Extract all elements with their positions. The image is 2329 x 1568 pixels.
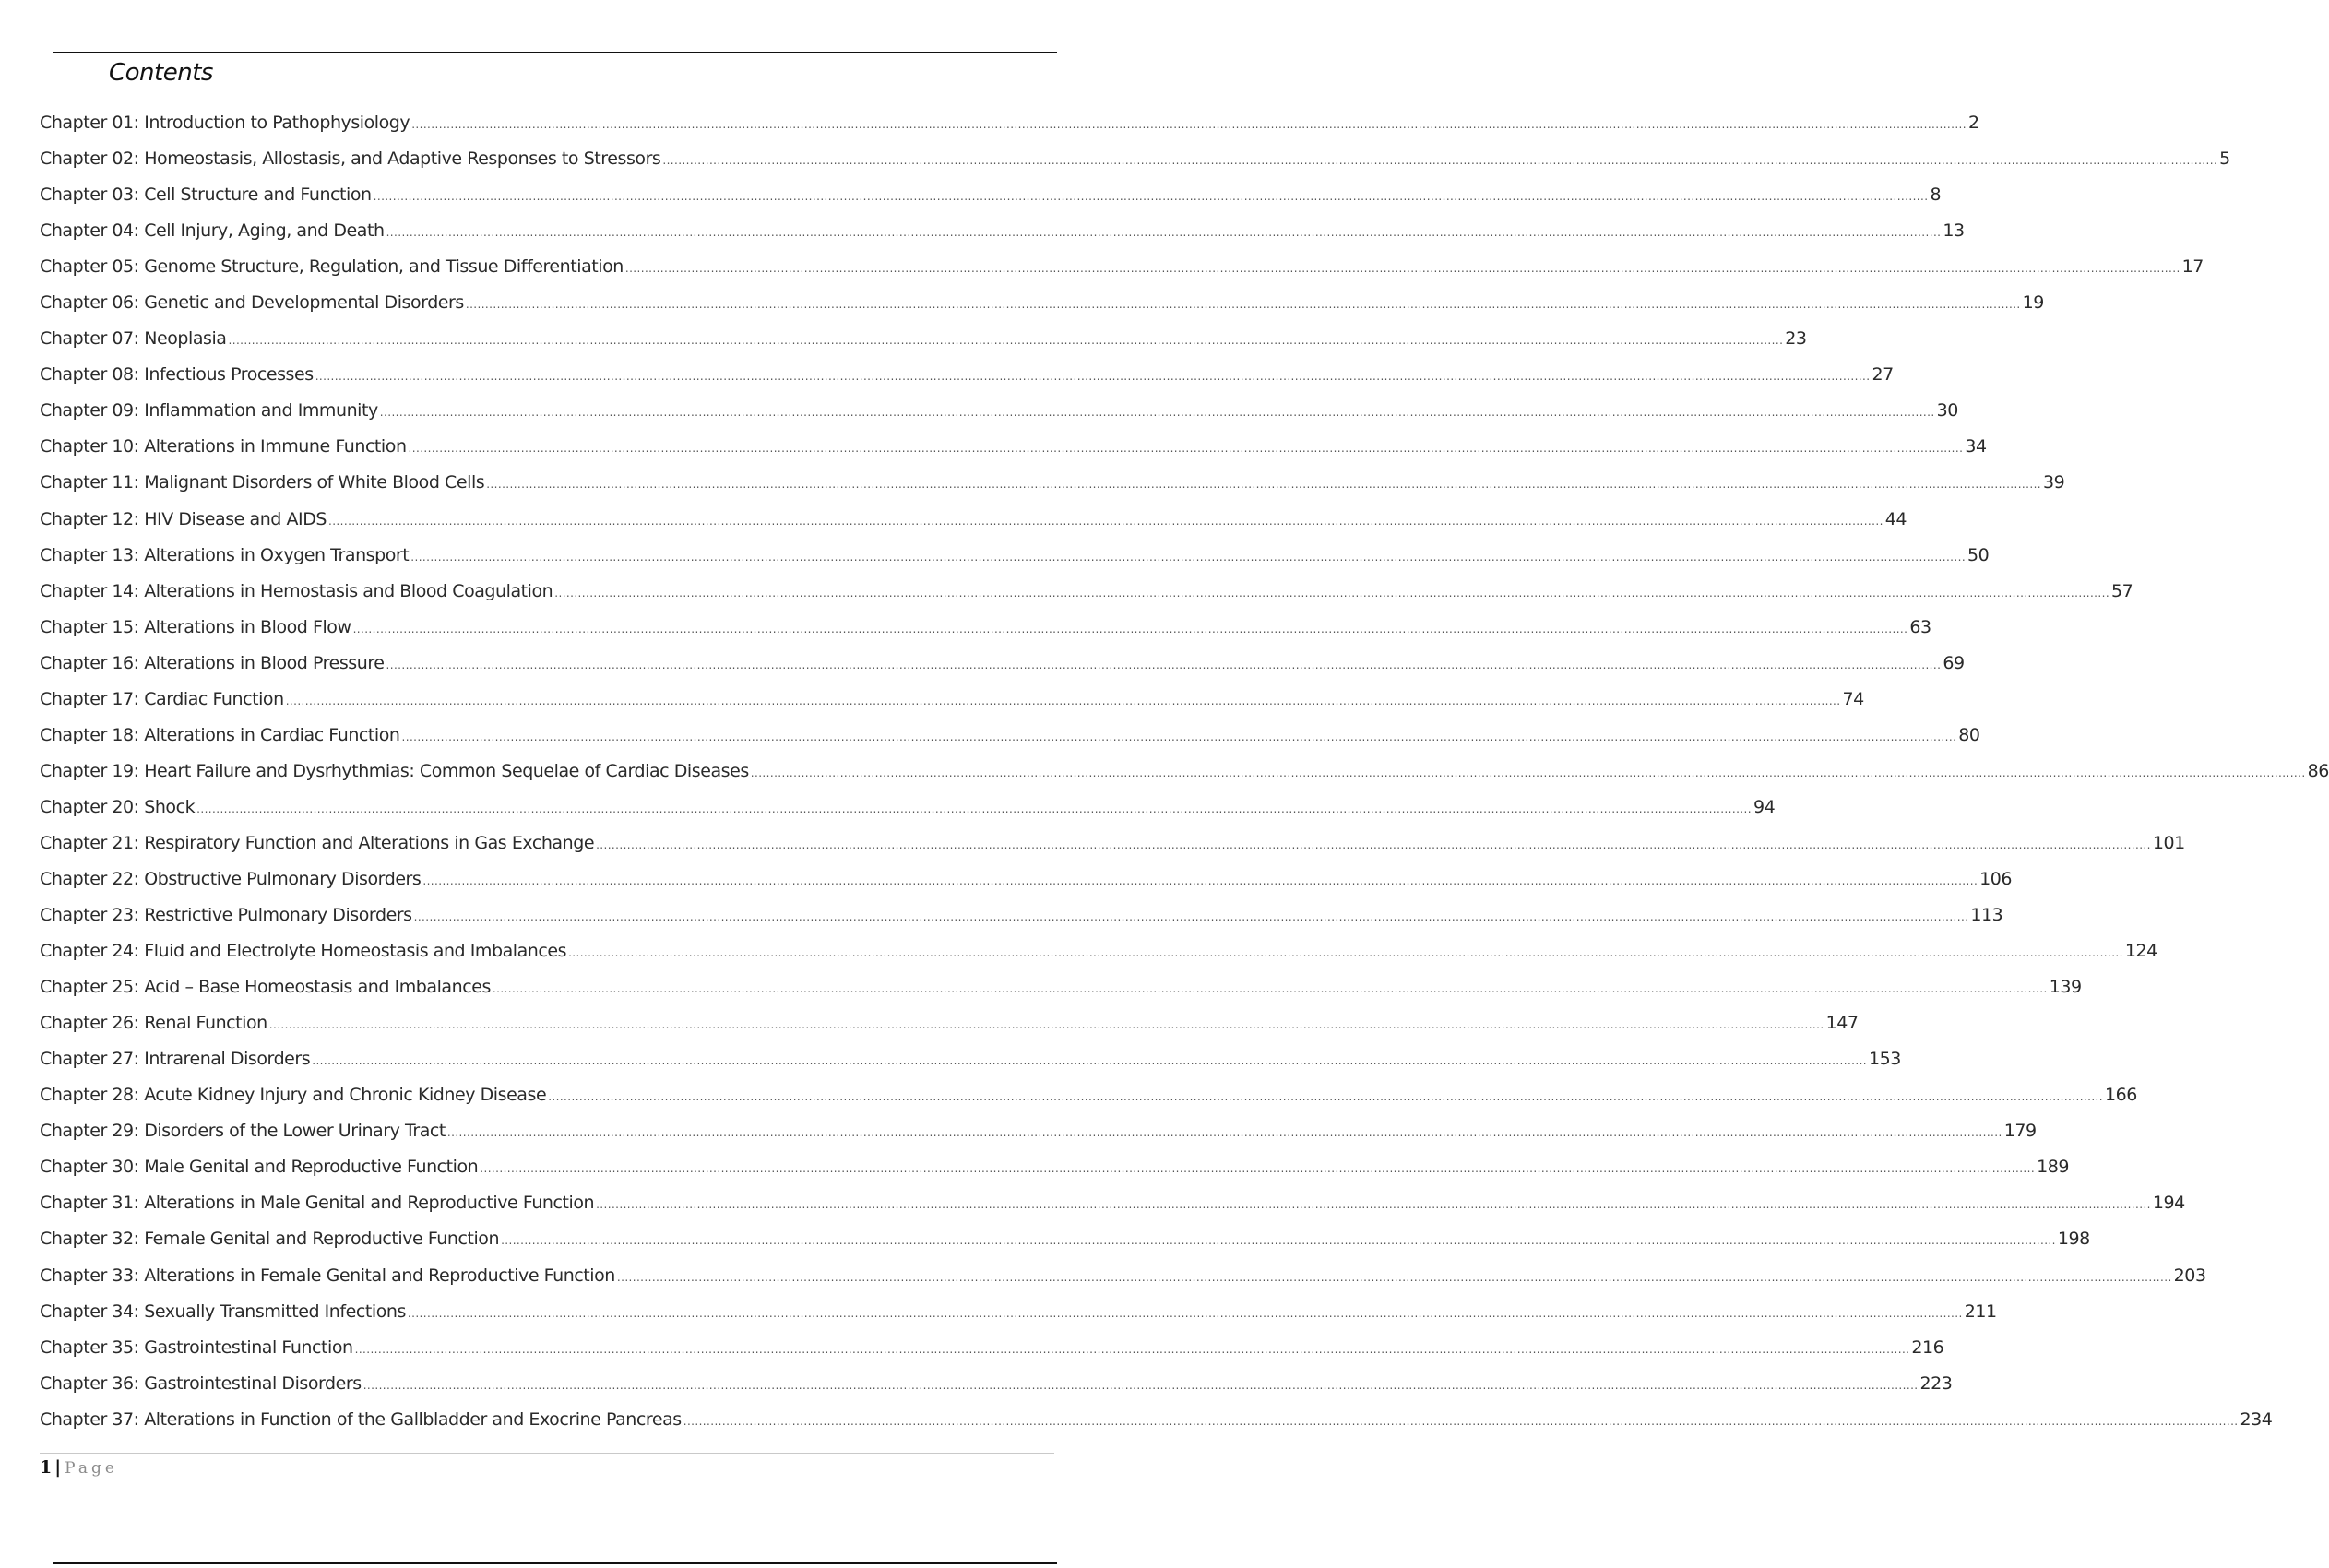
toc-entry-page: 50: [1967, 544, 1990, 565]
toc-entry-title: Chapter 26: Renal Function: [40, 1013, 267, 1034]
toc-entry-page: 69: [1943, 652, 1965, 673]
toc-entry[interactable]: [40, 1121, 2037, 1157]
toc-entry-page: 13: [1943, 220, 1965, 242]
toc-entry-page: 113: [1970, 905, 2003, 926]
toc-dot-leader: ................................................................................................................................................................................................................................................................................................................................................................................................................: [315, 370, 1871, 384]
toc-entry-title: Chapter 11: Malignant Disorders of White Blood Cells: [40, 472, 485, 493]
toc-entry[interactable]: [40, 905, 2003, 941]
toc-entry-title: Chapter 04: Cell Injury, Aging, and Death: [40, 220, 385, 242]
toc-entry-page: 139: [2049, 977, 2082, 998]
toc-dot-leader: ................................................................................................................................................................................................................................................................................................................................................................................................................: [354, 1342, 1910, 1356]
toc-entry[interactable]: [40, 1229, 2090, 1265]
toc-entry-page: 189: [2037, 1157, 2069, 1178]
toc-dot-leader: ................................................................................................................................................................................................................................................................................................................................................................................................................: [596, 1198, 2151, 1212]
toc-dot-leader: ................................................................................................................................................................................................................................................................................................................................................................................................................: [373, 190, 1929, 204]
toc-entry[interactable]: [40, 1336, 1944, 1373]
toc-entry-page: 86: [2307, 760, 2329, 781]
top-rule: [53, 52, 1057, 53]
toc-entry[interactable]: [40, 868, 2013, 905]
toc-dot-leader: ................................................................................................................................................................................................................................................................................................................................................................................................................: [362, 1378, 1919, 1392]
toc-entry-page: 74: [1842, 688, 1864, 709]
toc-dot-leader: ................................................................................................................................................................................................................................................................................................................................................................................................................: [596, 837, 2151, 851]
toc-entry-page: 124: [2124, 941, 2157, 962]
toc-entry-title: Chapter 15: Alterations in Blood Flow: [40, 616, 351, 637]
toc-entry[interactable]: [40, 328, 1807, 364]
toc-entry-page: 153: [1869, 1049, 1901, 1070]
toc-entry-title: Chapter 36: Gastrointestinal Disorders: [40, 1372, 362, 1394]
toc-entry-title: Chapter 32: Female Genital and Reproductive Function: [40, 1229, 500, 1250]
toc-entry-page: 27: [1872, 364, 1894, 386]
toc-entry-title: Chapter 29: Disorders of the Lower Urinary Tract: [40, 1121, 446, 1142]
toc-dot-leader: ................................................................................................................................................................................................................................................................................................................................................................................................................: [446, 1126, 2002, 1140]
toc-entry[interactable]: [40, 113, 1979, 148]
toc-entry-page: 19: [2022, 292, 2044, 314]
toc-entry[interactable]: [40, 1049, 1901, 1085]
toc-entry-page: 34: [1965, 436, 1987, 457]
toc-entry[interactable]: [40, 1265, 2206, 1301]
toc-entry-title: Chapter 25: Acid – Base Homeostasis and Imbalances: [40, 977, 491, 998]
toc-dot-leader: ................................................................................................................................................................................................................................................................................................................................................................................................................: [554, 586, 2110, 600]
toc-entry-title: Chapter 34: Sexually Transmitted Infections: [40, 1301, 406, 1322]
toc-entry[interactable]: [40, 220, 1965, 256]
toc-dot-leader: ................................................................................................................................................................................................................................................................................................................................................................................................................: [352, 622, 1908, 636]
toc-entry-page: 8: [1930, 184, 1942, 206]
toc-entry-title: Chapter 19: Heart Failure and Dysrhythmias: Common Sequelae of Cardiac Diseases: [40, 760, 749, 781]
toc-entry[interactable]: [40, 364, 1894, 400]
toc-entry[interactable]: [40, 1372, 1953, 1409]
toc-entry-page: 39: [2043, 472, 2065, 493]
toc-entry-page: 166: [2104, 1085, 2137, 1106]
toc-dot-leader: ................................................................................................................................................................................................................................................................................................................................................................................................................: [386, 226, 1942, 240]
toc-entry[interactable]: [40, 400, 1958, 436]
toc-dot-leader: ................................................................................................................................................................................................................................................................................................................................................................................................................: [413, 910, 1969, 924]
toc-dot-leader: ................................................................................................................................................................................................................................................................................................................................................................................................................: [662, 154, 2218, 168]
toc-dot-leader: ................................................................................................................................................................................................................................................................................................................................................................................................................: [616, 1270, 2172, 1284]
toc-entry-title: Chapter 27: Intrarenal Disorders: [40, 1049, 311, 1070]
toc-dot-leader: ................................................................................................................................................................................................................................................................................................................................................................................................................: [196, 802, 1752, 815]
toc-entry-page: 80: [1958, 724, 1980, 745]
bottom-rule: [53, 1562, 1057, 1564]
toc-entry[interactable]: [40, 724, 1980, 761]
toc-dot-leader: ................................................................................................................................................................................................................................................................................................................................................................................................................: [492, 982, 2048, 996]
page-title: Contents: [109, 59, 213, 87]
toc-dot-leader: ................................................................................................................................................................................................................................................................................................................................................................................................................: [480, 1162, 2036, 1176]
toc-entry-title: Chapter 35: Gastrointestinal Function: [40, 1336, 353, 1358]
toc-entry-title: Chapter 06: Genetic and Developmental Disorders: [40, 292, 464, 314]
toc-entry-page: 23: [1785, 328, 1807, 350]
toc-entry[interactable]: [40, 508, 1907, 545]
toc-entry[interactable]: [40, 544, 1990, 581]
toc-entry-page: 94: [1753, 796, 1776, 817]
toc-entry-title: Chapter 07: Neoplasia: [40, 328, 227, 350]
toc-dot-leader: ................................................................................................................................................................................................................................................................................................................................................................................................................: [465, 298, 2021, 312]
toc-entry-title: Chapter 33: Alterations in Female Genital and Reproductive Function: [40, 1265, 615, 1286]
page-number: 1: [40, 1457, 53, 1478]
toc-entry[interactable]: [40, 688, 1864, 725]
toc-entry[interactable]: [40, 652, 1965, 689]
toc-entry[interactable]: [40, 292, 2044, 328]
toc-entry-title: Chapter 02: Homeostasis, Allostasis, and Adaptive Responses to Stressors: [40, 148, 661, 170]
toc-dot-leader: ................................................................................................................................................................................................................................................................................................................................................................................................................: [568, 946, 2123, 960]
toc-entry-page: 63: [1909, 616, 1931, 637]
toc-dot-leader: ................................................................................................................................................................................................................................................................................................................................................................................................................: [501, 1234, 2056, 1248]
toc-entry-page: 5: [2219, 148, 2230, 170]
toc-entry-title: Chapter 12: HIV Disease and AIDS: [40, 508, 327, 529]
toc-entry-page: 223: [1919, 1372, 1953, 1394]
toc-entry-title: Chapter 24: Fluid and Electrolyte Homeostasis and Imbalances: [40, 941, 567, 962]
toc-entry[interactable]: [40, 1193, 2185, 1229]
toc-entry[interactable]: [40, 184, 1942, 220]
toc-dot-leader: ................................................................................................................................................................................................................................................................................................................................................................................................................: [422, 873, 1978, 887]
toc-dot-leader: ................................................................................................................................................................................................................................................................................................................................................................................................................: [750, 766, 2306, 779]
toc-entry-title: Chapter 03: Cell Structure and Function: [40, 184, 372, 206]
toc-entry-page: 194: [2152, 1193, 2185, 1214]
toc-entry-title: Chapter 10: Alterations in Immune Function: [40, 436, 407, 457]
toc-dot-leader: ................................................................................................................................................................................................................................................................................................................................................................................................................: [379, 406, 1935, 420]
toc-entry-page: 17: [2181, 256, 2204, 278]
toc-entry-page: 57: [2111, 580, 2133, 601]
toc-dot-leader: ................................................................................................................................................................................................................................................................................................................................................................................................................: [410, 550, 1967, 564]
toc-entry[interactable]: [40, 1013, 1859, 1049]
toc-entry-title: Chapter 22: Obstructive Pulmonary Disorders: [40, 868, 422, 889]
toc-dot-leader: ................................................................................................................................................................................................................................................................................................................................................................................................................: [548, 1090, 2103, 1104]
toc-entry[interactable]: [40, 472, 2065, 508]
toc-entry-title: Chapter 23: Restrictive Pulmonary Disorders: [40, 905, 412, 926]
toc-entry-page: 198: [2057, 1229, 2090, 1250]
toc-dot-leader: ................................................................................................................................................................................................................................................................................................................................................................................................................: [411, 118, 1967, 131]
toc-dot-leader: ................................................................................................................................................................................................................................................................................................................................................................................................................: [386, 658, 1942, 671]
toc-dot-leader: ................................................................................................................................................................................................................................................................................................................................................................................................................: [228, 334, 1784, 348]
toc-entry-title: Chapter 09: Inflammation and Immunity: [40, 400, 378, 422]
toc-dot-leader: ................................................................................................................................................................................................................................................................................................................................................................................................................: [486, 478, 2041, 492]
toc-entry-page: 147: [1825, 1013, 1859, 1034]
toc-entry[interactable]: [40, 256, 2204, 292]
toc-entry-title: Chapter 37: Alterations in Function of the Gallbladder and Exocrine Pancreas: [40, 1408, 682, 1430]
toc-entry-title: Chapter 18: Alterations in Cardiac Function: [40, 724, 400, 745]
page-footer: [40, 1457, 118, 1478]
toc-entry-page: 101: [2152, 832, 2185, 853]
toc-entry[interactable]: [40, 1085, 2137, 1121]
toc-entry-title: Chapter 30: Male Genital and Reproductive Function: [40, 1157, 479, 1178]
toc-entry-page: 211: [1964, 1301, 1997, 1322]
toc-dot-leader: ................................................................................................................................................................................................................................................................................................................................................................................................................: [624, 262, 2180, 276]
toc-entry[interactable]: [40, 1408, 2273, 1445]
toc-entry[interactable]: [40, 941, 2157, 977]
footer-separator: |: [54, 1457, 62, 1478]
page-label: Page: [65, 1459, 118, 1478]
toc-entry-title: Chapter 14: Alterations in Hemostasis and Blood Coagulation: [40, 580, 553, 601]
toc-dot-leader: ................................................................................................................................................................................................................................................................................................................................................................................................................: [683, 1414, 2239, 1428]
toc-dot-leader: ................................................................................................................................................................................................................................................................................................................................................................................................................: [285, 694, 1841, 707]
toc-dot-leader: ................................................................................................................................................................................................................................................................................................................................................................................................................: [408, 442, 1964, 456]
toc-entry[interactable]: [40, 580, 2133, 617]
footer-rule: [40, 1453, 1054, 1454]
toc-entry-title: Chapter 13: Alterations in Oxygen Transport: [40, 544, 410, 565]
toc-entry-title: Chapter 17: Cardiac Function: [40, 688, 284, 709]
toc-entry[interactable]: [40, 148, 2230, 184]
toc-dot-leader: ................................................................................................................................................................................................................................................................................................................................................................................................................: [407, 1306, 1963, 1320]
toc-entry[interactable]: [40, 832, 2185, 869]
toc-entry[interactable]: [40, 1301, 1997, 1337]
toc-dot-leader: ................................................................................................................................................................................................................................................................................................................................................................................................................: [268, 1018, 1824, 1032]
toc-dot-leader: ................................................................................................................................................................................................................................................................................................................................................................................................................: [312, 1054, 1868, 1068]
toc-entry-page: 216: [1911, 1336, 1944, 1358]
toc-dot-leader: ................................................................................................................................................................................................................................................................................................................................................................................................................: [401, 730, 1957, 743]
toc-entry[interactable]: [40, 436, 1987, 472]
toc-entry-title: Chapter 08: Infectious Processes: [40, 364, 314, 386]
toc-entry-title: Chapter 16: Alterations in Blood Pressure: [40, 652, 385, 673]
toc-entry-page: 179: [2003, 1121, 2037, 1142]
toc-entry-page: 106: [1979, 868, 2013, 889]
toc-entry-title: Chapter 21: Respiratory Function and Alterations in Gas Exchange: [40, 832, 595, 853]
toc-entry[interactable]: [40, 760, 2329, 797]
toc-entry-title: Chapter 31: Alterations in Male Genital and Reproductive Function: [40, 1193, 595, 1214]
table-of-contents: [40, 113, 2329, 1445]
toc-entry-title: Chapter 01: Introduction to Pathophysiology: [40, 113, 410, 133]
toc-entry-page: 203: [2173, 1265, 2206, 1286]
toc-entry-title: Chapter 20: Shock: [40, 796, 196, 817]
toc-entry-title: Chapter 28: Acute Kidney Injury and Chronic Kidney Disease: [40, 1085, 547, 1106]
toc-entry-title: Chapter 05: Genome Structure, Regulation, and Tissue Differentiation: [40, 256, 624, 278]
toc-dot-leader: ................................................................................................................................................................................................................................................................................................................................................................................................................: [328, 514, 1883, 528]
toc-entry-page: 2: [1967, 113, 1979, 133]
toc-entry[interactable]: [40, 977, 2082, 1013]
toc-entry-page: 44: [1884, 508, 1907, 529]
toc-entry-page: 234: [2240, 1408, 2273, 1430]
toc-entry[interactable]: [40, 796, 1776, 833]
toc-entry-page: 30: [1936, 400, 1958, 422]
toc-entry[interactable]: [40, 616, 1931, 653]
toc-entry[interactable]: [40, 1157, 2069, 1193]
